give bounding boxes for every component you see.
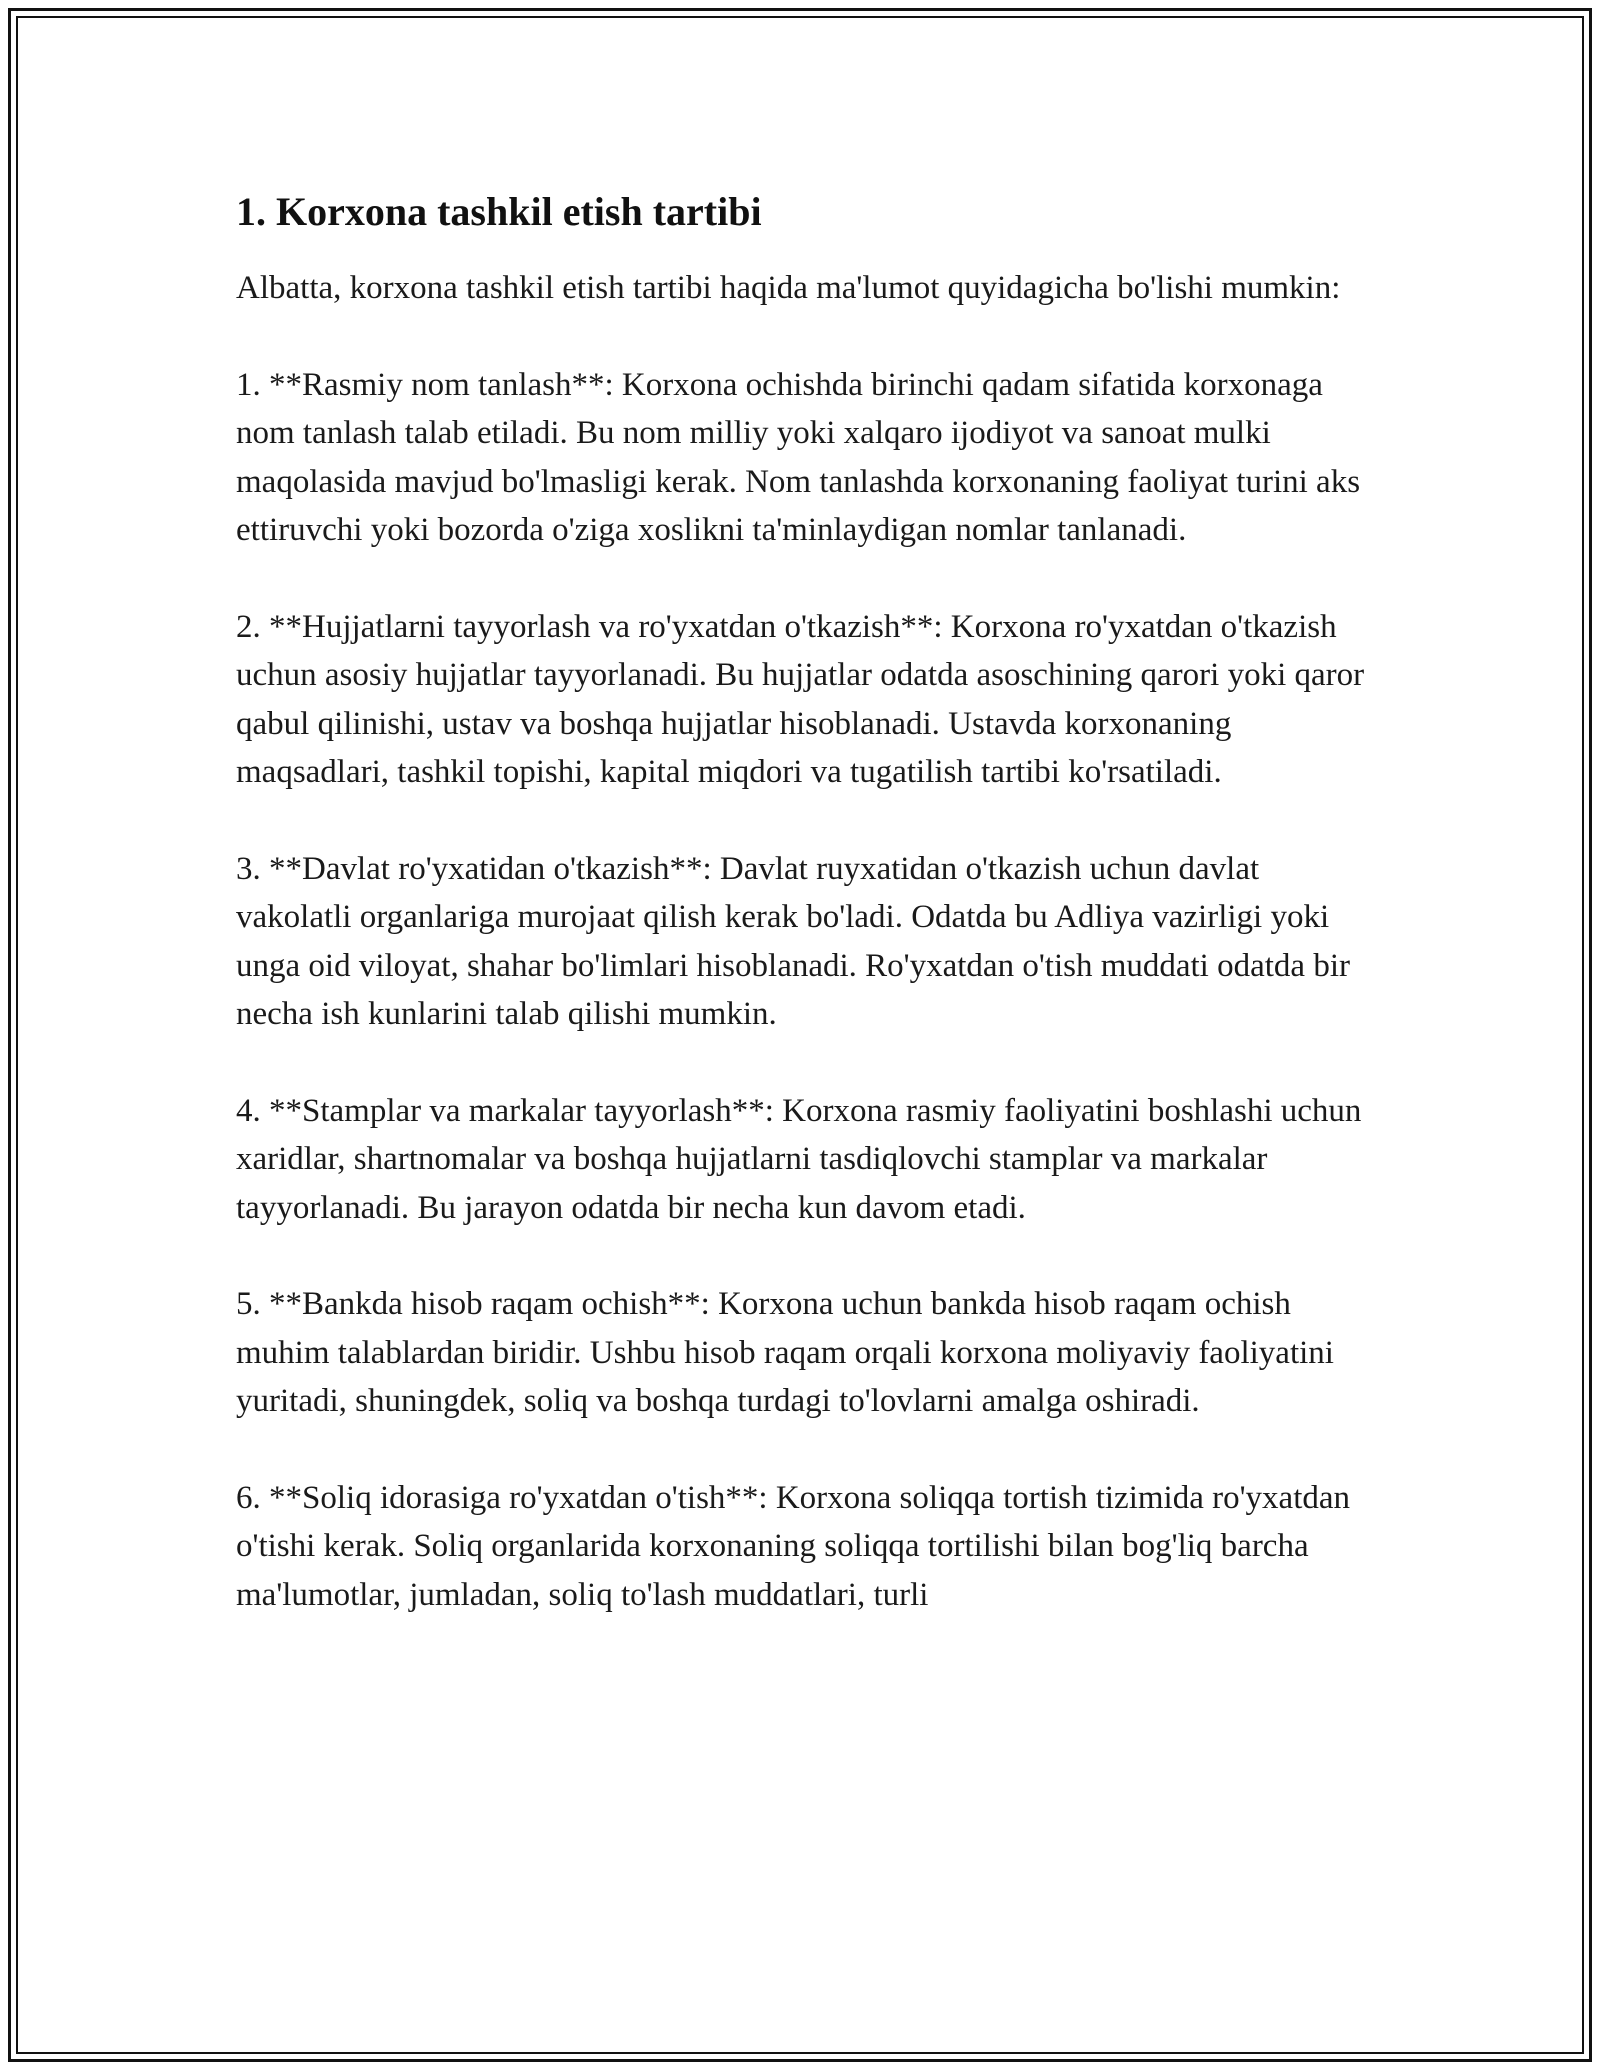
list-item-5: 5. **Bankda hisob raqam ochish**: Korxona uchun bankda hisob raqam ochish muhim talablardan biridir. Ushbu hisob raqam orqali korxona moliyaviy faoliyatini yuritadi, shuningdek, soliq va boshqa turdagi to'lovlarni amalga oshiradi. bbox=[236, 1286, 1334, 1420]
intro-paragraph: Albatta, korxona tashkil etish tartibi haqida ma'lumot quyidagicha bo'lishi mumkin: bbox=[236, 270, 1341, 306]
list-item-1: 1. **Rasmiy nom tanlash**: Korxona ochishda birinchi qadam sifatida korxonaga nom tanlash talab etiladi. Bu nom milliy yoki xalqaro ijodiyot va sanoat mulki maqolasida mavjud bo'lmasligi kerak. Nom tanlashda korxonaning faoliyat turini aks ettiruvchi yoki bozorda o'ziga xoslikni ta'minlaydigan nomlar tanlanadi. bbox=[236, 366, 1361, 549]
list-item-2: 2. **Hujjatlarni tayyorlash va ro'yxatdan o'tkazish**: Korxona ro'yxatdan o'tkazish uchun asosiy hujjatlar tayyorlanadi. Bu hujjatlar odatda asoschining qarori yoki qaror qabul qilinishi, ustav va boshqa hujjatlar hisoblanadi. Ustavda korxonaning maqsadlari, tashkil topishi, kapital miqdori va tugatilish tartibi ko'rsatiladi. bbox=[236, 608, 1365, 791]
list-item-4: 4. **Stamplar va markalar tayyorlash**: Korxona rasmiy faoliyatini boshlashi uchun xaridlar, shartnomalar va boshqa hujjatlarni tasdiqlovchi stamplar va markalar tayyorlanadi. Bu jarayon odatda bir necha kun davom etadi. bbox=[236, 1092, 1362, 1226]
document-body bbox=[236, 186, 1366, 1668]
list-item-3: 3. **Davlat ro'yxatidan o'tkazish**: Davlat ruyxatidan o'tkazish uchun davlat vakolatli organlariga murojaat qilish kerak bo'ladi. Odatda bu Adliya vazirligi yoki unga oid viloyat, shahar bo'limlari hisoblanadi. Ro'yxatdan o'tish muddati odatda bir necha ish kunlarini talab qilishi mumkin. bbox=[236, 850, 1350, 1033]
list-item-6: 6. **Soliq idorasiga ro'yxatdan o'tish**: Korxona soliqqa tortish tizimida ro'yxatdan o'tishi kerak. Soliq organlarida korxonaning soliqqa tortilishi bilan bog'liq barcha ma'lumotlar, jumladan, soliq to'lash muddatlari, turli bbox=[236, 1480, 1351, 1613]
document-title: 1. Korxona tashkil etish tartibi bbox=[236, 189, 762, 234]
